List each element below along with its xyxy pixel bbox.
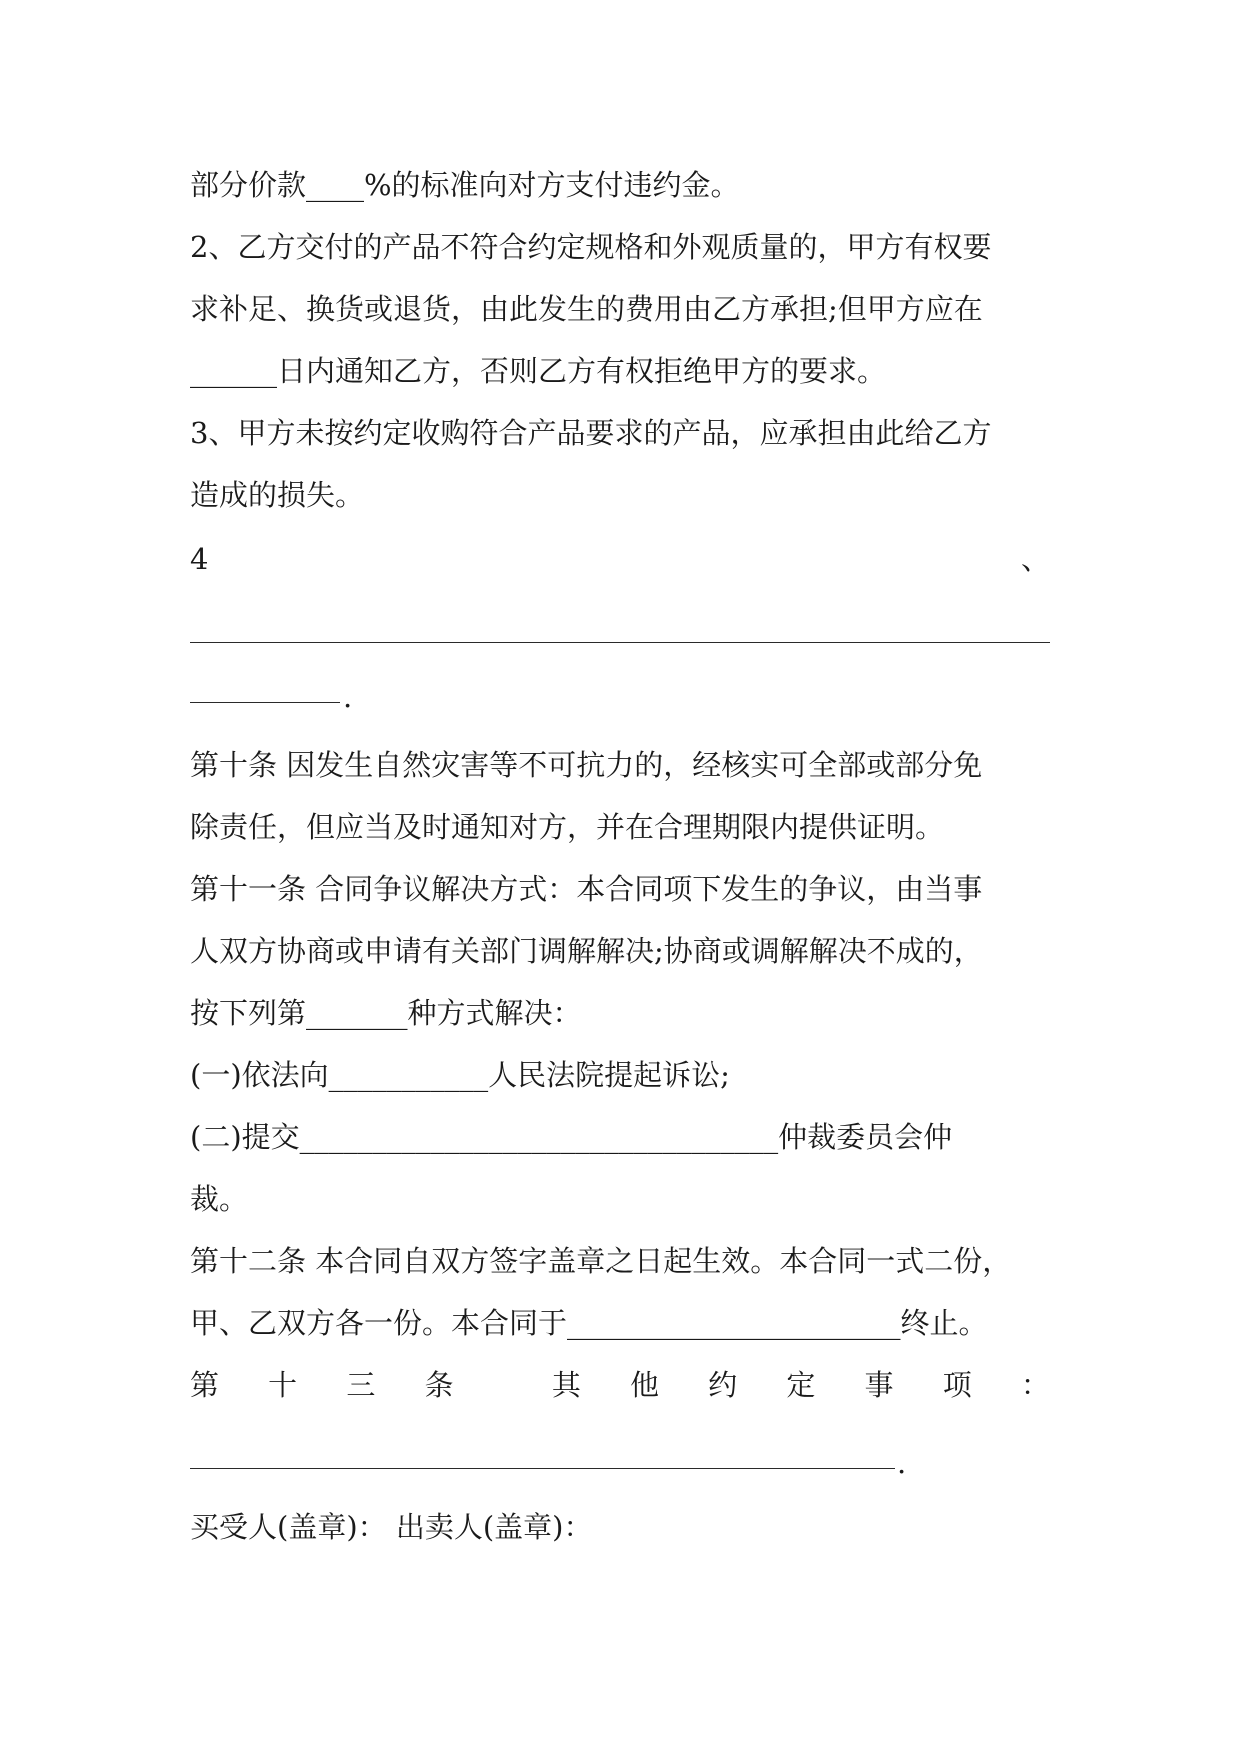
- article-11-line-2: 人双方协商或申请有关部门调解解决;协商或调解解决不成的，: [190, 934, 983, 968]
- article-13-end-mark: .: [897, 1446, 907, 1480]
- article-11-line-1: 第十一条 合同争议解决方式：本合同项下发生的争议，由当事: [190, 872, 983, 906]
- article-13-char: ：: [1020, 1368, 1050, 1402]
- article-13-char: 事: [864, 1368, 894, 1402]
- article-13-heading: [190, 1360, 1050, 1410]
- article-11-line-3: 按下列第_______种方式解决：: [190, 996, 582, 1030]
- item-4-heading: [190, 534, 1050, 584]
- article-13-char: 约: [708, 1368, 738, 1402]
- text-line: 造成的损失。: [190, 478, 365, 512]
- article-13-char: 条: [424, 1368, 454, 1402]
- item-4-mark: 、: [1020, 542, 1050, 576]
- text-line: 3、甲方未按约定收购符合产品要求的产品，应承担由此给乙方: [190, 416, 992, 450]
- article-12-line-2: 甲、乙双方各一份。本合同于_______________________终止。: [190, 1306, 988, 1340]
- option-litigation: (一)依法向___________人民法院提起诉讼;: [190, 1058, 730, 1092]
- text-line: ______日内通知乙方，否则乙方有权拒绝甲方的要求。: [190, 354, 887, 388]
- option-arbitration: (二)提交_________________________________仲裁委员会仲: [190, 1120, 953, 1154]
- signature-line: 买受人(盖章)： 出卖人(盖章)：: [190, 1510, 593, 1544]
- article-13-char: 三: [346, 1368, 376, 1402]
- article-13-char: 他: [630, 1368, 660, 1402]
- article-13-char: 第: [190, 1368, 220, 1402]
- article-10-line-2: 除责任，但应当及时通知对方，并在合理期限内提供证明。: [190, 810, 945, 844]
- text-line: 部分价款____%的标准向对方支付违约金。: [190, 168, 740, 202]
- article-10-line-1: 第十条 因发生自然灾害等不可抗力的，经核实可全部或部分免: [190, 748, 983, 782]
- article-12-line-1: 第十二条 本合同自双方签字盖章之日起生效。本合同一式二份，: [190, 1244, 1012, 1278]
- item-4-end-mark: .: [343, 680, 353, 714]
- item-4-blank-line: [190, 642, 1050, 643]
- option-arbitration-cont: 裁。: [190, 1182, 249, 1216]
- article-13-blank-line: [190, 1468, 895, 1469]
- item-4-number: 4: [190, 542, 209, 576]
- text-line: 2、乙方交付的产品不符合约定规格和外观质量的，甲方有权要: [190, 230, 992, 264]
- text-line: 求补足、换货或退货，由此发生的费用由乙方承担;但甲方应在: [190, 292, 983, 326]
- article-13-char: 其: [551, 1368, 581, 1402]
- item-4-blank-line-short: [190, 702, 340, 703]
- article-13-char: 项: [942, 1368, 972, 1402]
- article-13-char: 十: [268, 1368, 298, 1402]
- article-13-char: 定: [786, 1368, 816, 1402]
